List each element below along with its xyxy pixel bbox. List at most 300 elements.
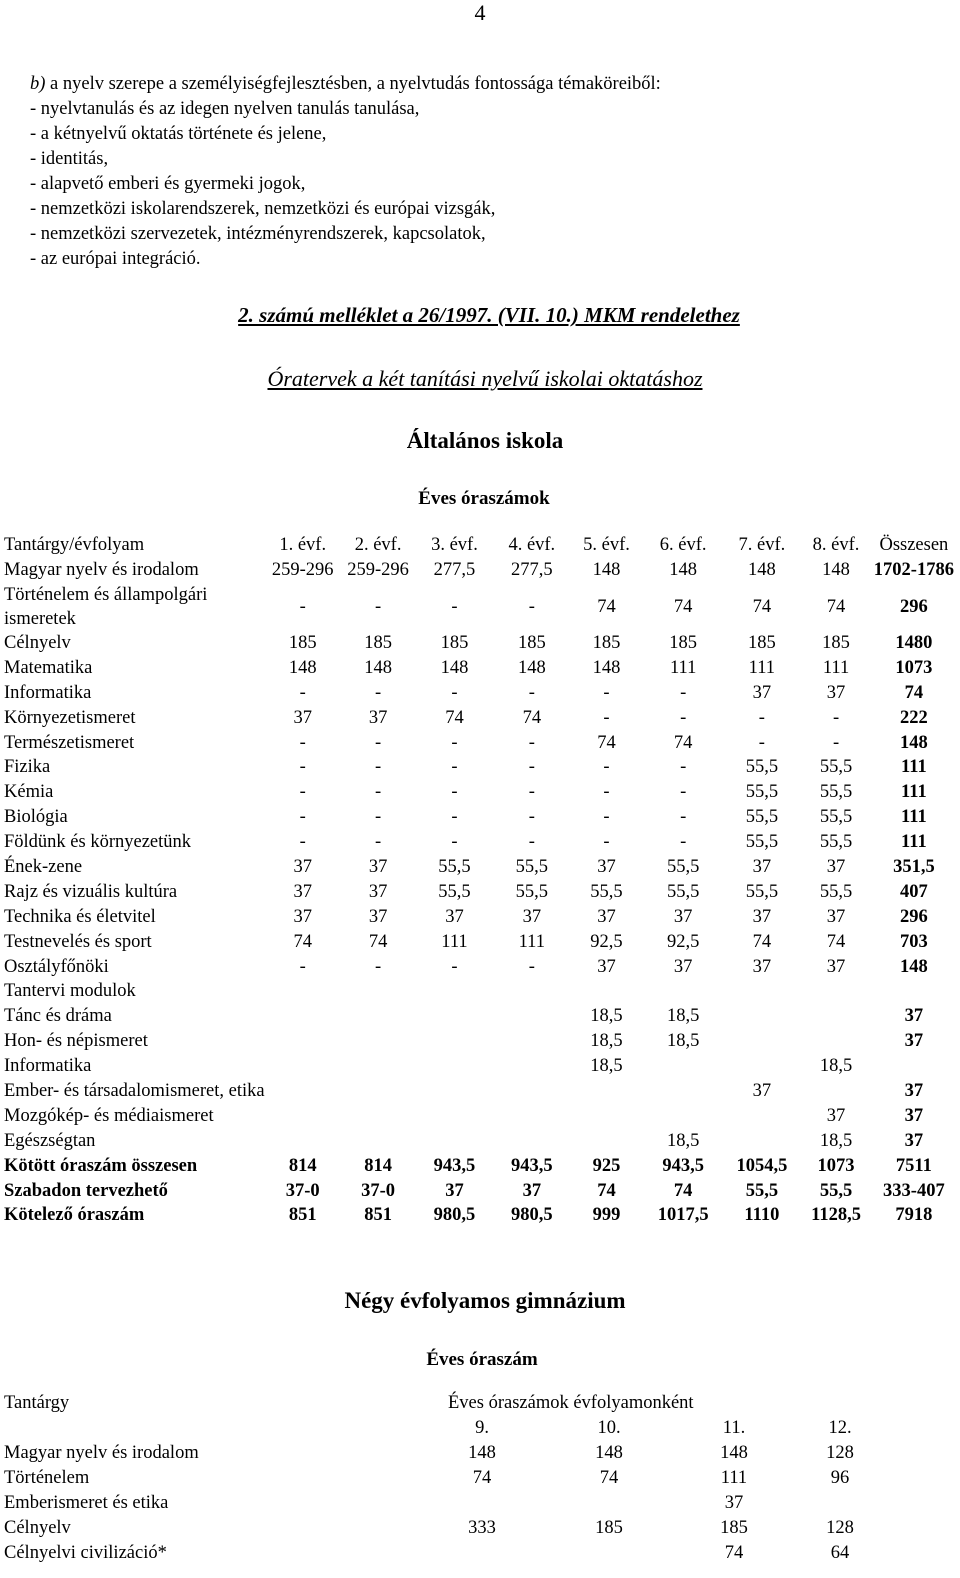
summary-row: [4, 1203, 956, 1228]
table-row: [4, 830, 956, 855]
grade-label: 11.: [722, 1418, 746, 1439]
hours-cell: [341, 979, 415, 1004]
hours-cell: 18,5: [666, 1130, 700, 1151]
grade-label: 10.: [597, 1418, 621, 1439]
table-row: [4, 1104, 956, 1129]
hours-cell: 37: [752, 682, 772, 703]
table-row: [4, 805, 956, 830]
hours-cell: [800, 979, 871, 1004]
hours-cell: -: [680, 832, 687, 853]
page-number: 4: [474, 0, 486, 25]
subject-cell: Egészségtan: [4, 1130, 96, 1151]
summary-row: [4, 1153, 956, 1178]
hours-cell: 148: [592, 657, 621, 678]
total-cell: 37: [904, 1006, 924, 1027]
hours-cell: 37: [752, 956, 772, 977]
table-row: [4, 730, 956, 755]
hours-cell: 37: [368, 881, 388, 902]
hours-cell: [265, 1129, 341, 1154]
table-row: [4, 705, 956, 730]
total-cell: 37: [904, 1031, 924, 1052]
table-row: [4, 1515, 884, 1540]
hours-cell: 37: [293, 881, 312, 902]
table-row: [4, 755, 956, 780]
table-row: [4, 954, 956, 979]
hours-cell: [800, 1029, 871, 1054]
hours-cell: 37: [597, 906, 616, 927]
hours-cell: 148: [822, 560, 850, 581]
primary-school-title: Általános iskola: [406, 428, 564, 453]
hours-cell: 185: [669, 632, 698, 653]
hours-cell: -: [375, 596, 382, 617]
hours-cell: 55,5: [666, 856, 700, 877]
subject-cell: Tánc és dráma: [4, 1006, 112, 1027]
hours-cell: 185: [288, 632, 317, 653]
hours-cell: [643, 1104, 723, 1129]
hours-cell: -: [528, 732, 535, 753]
column-header: 3. évf.: [431, 535, 478, 556]
subject-cell: Informatika: [4, 1056, 92, 1077]
subject-cell: Osztályfőnöki: [4, 956, 109, 977]
hours-cell: [570, 1104, 643, 1129]
hours-cell: 18,5: [590, 1056, 623, 1077]
hours-cell: 74: [597, 596, 616, 617]
hours-cell: [415, 1029, 493, 1054]
hours-cell: [723, 1004, 800, 1029]
hours-cell: 74: [673, 596, 693, 617]
total-cell: 296: [900, 596, 928, 617]
hours-cell: -: [375, 807, 382, 828]
column-header: 6. évf.: [659, 535, 707, 556]
subject-cell: Célnyelv: [4, 632, 71, 653]
hours-cell: 55,5: [745, 1180, 779, 1201]
hours-cell: -: [528, 682, 535, 703]
hours-cell: [494, 1029, 570, 1054]
hours-cell: [265, 1029, 341, 1054]
hours-cell: 18,5: [590, 1031, 623, 1052]
hours-cell: -: [528, 782, 535, 803]
subject-cell: Kémia: [4, 782, 54, 803]
table-row: [4, 1491, 884, 1516]
hours-cell: 851: [364, 1205, 392, 1226]
hours-cell: 74: [522, 707, 542, 728]
table-row: [4, 780, 956, 805]
hours-cell: [265, 1004, 341, 1029]
hours-cell: 55,5: [745, 832, 779, 853]
hours-cell: -: [451, 732, 458, 753]
hours-cell: 55,5: [819, 782, 853, 803]
hours-cell: -: [299, 596, 306, 617]
hours-cell: 185: [440, 632, 469, 653]
subject-cell: Magyar nyelv és irodalom: [4, 560, 199, 581]
subject-cell: Technika és életvitel: [4, 906, 156, 927]
hours-cell: -: [299, 682, 306, 703]
hours-cell: -: [375, 782, 382, 803]
hours-cell: 1073: [817, 1155, 855, 1176]
hours-cell: [341, 1029, 415, 1054]
table-row: [4, 1129, 956, 1154]
hours-cell: 18,5: [819, 1130, 853, 1151]
hours-cell: [643, 1054, 723, 1079]
hours-cell: [265, 1079, 341, 1104]
hours-cell: 111: [748, 657, 776, 678]
hours-cell: 18,5: [666, 1006, 700, 1027]
grade-label: 9.: [475, 1418, 489, 1439]
table-header-row: [4, 533, 956, 558]
hours-cell: -: [375, 956, 382, 977]
hours-cell: 55,5: [819, 807, 853, 828]
primary-hours-title: Éves óraszámok: [418, 488, 550, 509]
gymnasium-hours-title: Éves óraszám: [426, 1349, 538, 1370]
hours-cell: 37: [522, 1180, 542, 1201]
table-row: [4, 681, 956, 706]
subject-cell: Hon- és népismeret: [4, 1031, 148, 1052]
total-cell: 37: [904, 1105, 924, 1126]
hours-cell: -: [603, 707, 610, 728]
hours-cell: [723, 1029, 800, 1054]
hours-cell: 185: [592, 632, 621, 653]
subject-cell: Történelem és állampolgári ismeretek: [4, 584, 208, 629]
grade-group-header: Éves óraszámok évfolyamonként: [448, 1393, 694, 1414]
hours-cell: 980,5: [433, 1205, 476, 1226]
hours-cell: -: [299, 956, 306, 977]
table-row: [4, 631, 956, 656]
hours-cell: 74: [826, 596, 846, 617]
hours-cell: [418, 1491, 546, 1516]
intro-line: - identitás,: [30, 149, 109, 169]
gymnasium-header-row: [4, 1391, 884, 1416]
subject-cell: Biológia: [4, 807, 68, 828]
hours-cell: 999: [592, 1205, 621, 1226]
hours-cell: 851: [288, 1205, 317, 1226]
total-cell: 111: [901, 757, 927, 778]
total-cell: 111: [901, 807, 927, 828]
hours-cell: 37: [368, 707, 388, 728]
hours-cell: [494, 1079, 570, 1104]
hours-cell: 55,5: [438, 881, 471, 902]
hours-cell: -: [451, 956, 458, 977]
total-cell: 1480: [895, 632, 933, 653]
hours-cell: 74: [472, 1467, 492, 1488]
hours-cell: -: [299, 732, 306, 753]
hours-cell: 37: [293, 856, 312, 877]
total-cell: 222: [900, 707, 928, 728]
total-cell: 296: [900, 906, 928, 927]
table-row: [4, 1540, 884, 1565]
table-row: [4, 583, 956, 631]
hours-cell: 37: [368, 906, 388, 927]
hours-cell: -: [375, 757, 382, 778]
total-cell: [872, 1054, 956, 1079]
hours-cell: 185: [364, 632, 392, 653]
hours-cell: -: [528, 807, 535, 828]
hours-cell: 74: [597, 1180, 616, 1201]
hours-cell: -: [528, 596, 535, 617]
hours-cell: 18,5: [590, 1006, 623, 1027]
hours-cell: 92,5: [590, 931, 623, 952]
hours-cell: 37: [752, 906, 772, 927]
hours-cell: -: [299, 807, 306, 828]
total-cell: 111: [901, 832, 927, 853]
hours-cell: 128: [826, 1442, 854, 1463]
subject-cell: Magyar nyelv és irodalom: [4, 1442, 199, 1463]
intro-line: b) a nyelv szerepe a személyiségfejlesztésben, a nyelvtudás fontossága témaköreiből:: [30, 74, 661, 94]
primary-hours-table: [4, 533, 956, 1228]
intro-line: - a kétnyelvű oktatás története és jelene,: [30, 124, 327, 144]
hours-cell: 37: [724, 1492, 744, 1513]
gymnasium-hours-table: [4, 1391, 884, 1565]
hours-cell: 37: [826, 682, 846, 703]
hours-cell: 37: [752, 856, 772, 877]
intro-line: - nemzetközi iskolarendszerek, nemzetközi és európai vizsgák,: [30, 199, 496, 219]
hours-cell: [570, 1129, 643, 1154]
hours-cell: -: [680, 807, 687, 828]
hours-cell: 1017,5: [657, 1205, 709, 1226]
hours-cell: [723, 1104, 800, 1129]
hours-cell: [546, 1491, 672, 1516]
hours-cell: -: [451, 596, 458, 617]
total-cell: 703: [900, 931, 928, 952]
hours-cell: -: [451, 832, 458, 853]
hours-cell: -: [528, 956, 535, 977]
hours-cell: [341, 1129, 415, 1154]
hours-cell: 1128,5: [811, 1205, 861, 1226]
hours-cell: 37: [826, 856, 846, 877]
hours-cell: 74: [597, 732, 616, 753]
total-cell: 111: [901, 782, 927, 803]
table-row: [4, 558, 956, 583]
column-header: 5. évf.: [583, 535, 630, 556]
hours-cell: 37: [522, 906, 542, 927]
hours-cell: 185: [748, 632, 776, 653]
hours-cell: 148: [748, 560, 776, 581]
hours-cell: -: [758, 732, 765, 753]
hours-cell: 74: [673, 732, 693, 753]
table-row: [4, 656, 956, 681]
total-cell: 351,5: [893, 856, 935, 877]
subject-cell: Tantervi modulok: [4, 981, 136, 1002]
total-cell: 7918: [895, 1205, 933, 1226]
hours-cell: 128: [826, 1517, 854, 1538]
column-header: Tantárgy/évfolyam: [4, 535, 145, 556]
table-row: [4, 905, 956, 930]
hours-cell: 55,5: [666, 881, 700, 902]
hours-cell: [341, 1104, 415, 1129]
hours-cell: 277,5: [511, 560, 553, 581]
hours-cell: [643, 1079, 723, 1104]
hours-cell: 55,5: [819, 757, 853, 778]
total-cell: 333-407: [883, 1180, 945, 1201]
column-header: Összesen: [879, 535, 949, 556]
hours-cell: [796, 1491, 884, 1516]
hours-cell: [415, 979, 493, 1004]
hours-cell: 111: [822, 657, 850, 678]
table-row: [4, 855, 956, 880]
total-cell: 7511: [895, 1155, 932, 1176]
hours-cell: 1054,5: [736, 1155, 788, 1176]
hours-cell: [415, 1004, 493, 1029]
hours-cell: 55,5: [819, 832, 853, 853]
total-cell: 148: [900, 956, 928, 977]
hours-cell: -: [832, 732, 840, 753]
subject-cell: Testnevelés és sport: [4, 931, 152, 952]
hours-cell: 74: [673, 1180, 693, 1201]
hours-cell: 111: [720, 1467, 748, 1488]
hours-cell: 37: [445, 906, 464, 927]
hours-cell: 148: [720, 1442, 748, 1463]
hours-cell: 37: [293, 906, 312, 927]
table-row: [4, 1004, 956, 1029]
hours-cell: 943,5: [662, 1155, 704, 1176]
hours-cell: [418, 1540, 546, 1565]
subject-cell: Célnyelvi civilizáció*: [4, 1542, 167, 1563]
intro-line: - az európai integráció.: [30, 249, 201, 269]
hours-cell: 37: [597, 956, 616, 977]
table-row: [4, 1441, 884, 1466]
hours-cell: -: [528, 757, 535, 778]
hours-cell: 111: [518, 931, 545, 952]
subject-cell: Környezetismeret: [4, 707, 136, 728]
hours-cell: 259-296: [347, 560, 409, 581]
hours-cell: 37: [368, 856, 388, 877]
hours-cell: 96: [830, 1467, 850, 1488]
hours-cell: [494, 979, 570, 1004]
hours-cell: [265, 1054, 341, 1079]
hours-cell: -: [603, 782, 610, 803]
hours-cell: 37: [673, 956, 693, 977]
subject-cell: Mozgókép- és médiaismeret: [4, 1105, 214, 1126]
intro-list: [30, 72, 661, 272]
hours-cell: 74: [293, 931, 312, 952]
hours-cell: -: [758, 707, 765, 728]
table-row: [4, 929, 956, 954]
hours-cell: 37: [597, 856, 616, 877]
column-header: 4. évf.: [508, 535, 556, 556]
hours-cell: -: [375, 832, 382, 853]
hours-cell: 74: [445, 707, 464, 728]
hours-cell: 37: [752, 1081, 772, 1101]
hours-cell: 55,5: [745, 782, 779, 803]
annex-reference: 2. számú melléklet a 26/1997. (VII. 10.) MKM rendelethez: [238, 303, 740, 327]
subject-cell: Ének-zene: [4, 856, 83, 877]
hours-cell: 185: [720, 1517, 748, 1538]
hours-cell: 74: [752, 596, 772, 617]
hours-cell: 943,5: [511, 1155, 553, 1176]
hours-cell: [800, 1004, 871, 1029]
hours-cell: [723, 1129, 800, 1154]
hours-cell: [415, 1104, 493, 1129]
intro-line: - alapvető emberi és gyermeki jogok,: [30, 174, 306, 194]
hours-cell: 55,5: [745, 881, 779, 902]
hours-cell: [341, 1004, 415, 1029]
subject-cell: Emberismeret és etika: [4, 1492, 169, 1513]
summary-row: [4, 1178, 956, 1203]
hours-cell: 148: [595, 1442, 623, 1463]
hours-cell: [570, 979, 643, 1004]
total-cell: 1073: [895, 657, 933, 678]
hours-cell: 74: [368, 931, 388, 952]
hours-cell: -: [603, 807, 610, 828]
hours-cell: 37: [826, 1105, 846, 1126]
subject-cell: Matematika: [4, 657, 93, 678]
hours-cell: [341, 1079, 415, 1104]
table-row: [4, 880, 956, 905]
hours-cell: [265, 1104, 341, 1129]
hours-cell: 74: [826, 931, 846, 952]
gymnasium-title: Négy évfolyamos gimnázium: [344, 1288, 626, 1313]
hours-cell: 943,5: [433, 1155, 476, 1176]
document-subtitle: Óratervek a két tanítási nyelvű iskolai oktatáshoz: [267, 366, 703, 391]
hours-cell: -: [680, 682, 687, 703]
table-row: [4, 1079, 956, 1104]
total-cell: 37: [904, 1081, 924, 1101]
hours-cell: 980,5: [511, 1205, 553, 1226]
hours-cell: 814: [364, 1155, 392, 1176]
hours-cell: -: [680, 782, 687, 803]
hours-cell: -: [680, 707, 687, 728]
hours-cell: [415, 1079, 493, 1104]
hours-cell: 74: [599, 1467, 619, 1488]
hours-cell: -: [299, 832, 306, 853]
hours-cell: 148: [468, 1442, 496, 1463]
hours-cell: 74: [752, 931, 772, 952]
hours-cell: 18,5: [819, 1056, 853, 1077]
hours-cell: [494, 1129, 570, 1154]
total-cell: 407: [900, 881, 928, 902]
hours-cell: -: [375, 682, 382, 703]
hours-cell: 333: [468, 1517, 496, 1538]
hours-cell: 55,5: [745, 757, 779, 778]
table-row: [4, 979, 956, 1004]
hours-cell: [723, 979, 800, 1004]
hours-cell: 37-0: [361, 1180, 396, 1201]
hours-cell: 37: [826, 956, 846, 977]
hours-cell: -: [528, 832, 535, 853]
hours-cell: [570, 1079, 643, 1104]
hours-cell: -: [451, 757, 458, 778]
hours-cell: 148: [288, 657, 317, 678]
hours-cell: [494, 1004, 570, 1029]
total-cell: 37: [904, 1130, 924, 1151]
hours-cell: 18,5: [666, 1031, 700, 1052]
hours-cell: [494, 1104, 570, 1129]
hours-cell: 74: [724, 1542, 744, 1563]
subject-cell: Szabadon tervezhető: [4, 1180, 168, 1201]
hours-cell: [800, 1079, 871, 1104]
total-cell: 1702-1786: [873, 560, 954, 581]
hours-cell: 1110: [744, 1205, 780, 1226]
hours-cell: -: [603, 832, 610, 853]
hours-cell: 814: [288, 1155, 317, 1176]
column-header: 2. évf.: [354, 535, 402, 556]
hours-cell: [341, 1054, 415, 1079]
hours-cell: -: [299, 757, 306, 778]
hours-cell: -: [832, 707, 840, 728]
hours-cell: [643, 979, 723, 1004]
grade-label: 12.: [828, 1418, 852, 1439]
intro-line: - nemzetközi szervezetek, intézményrendszerek, kapcsolatok,: [30, 224, 486, 244]
hours-cell: 92,5: [666, 931, 700, 952]
hours-cell: -: [375, 732, 382, 753]
hours-cell: 148: [517, 657, 546, 678]
table-row: [4, 1466, 884, 1491]
total-cell: [872, 979, 956, 1004]
hours-cell: 55,5: [745, 807, 779, 828]
hours-cell: 55,5: [515, 856, 548, 877]
hours-cell: -: [299, 782, 306, 803]
subject-header: Tantárgy: [4, 1393, 70, 1414]
hours-cell: 185: [822, 632, 850, 653]
